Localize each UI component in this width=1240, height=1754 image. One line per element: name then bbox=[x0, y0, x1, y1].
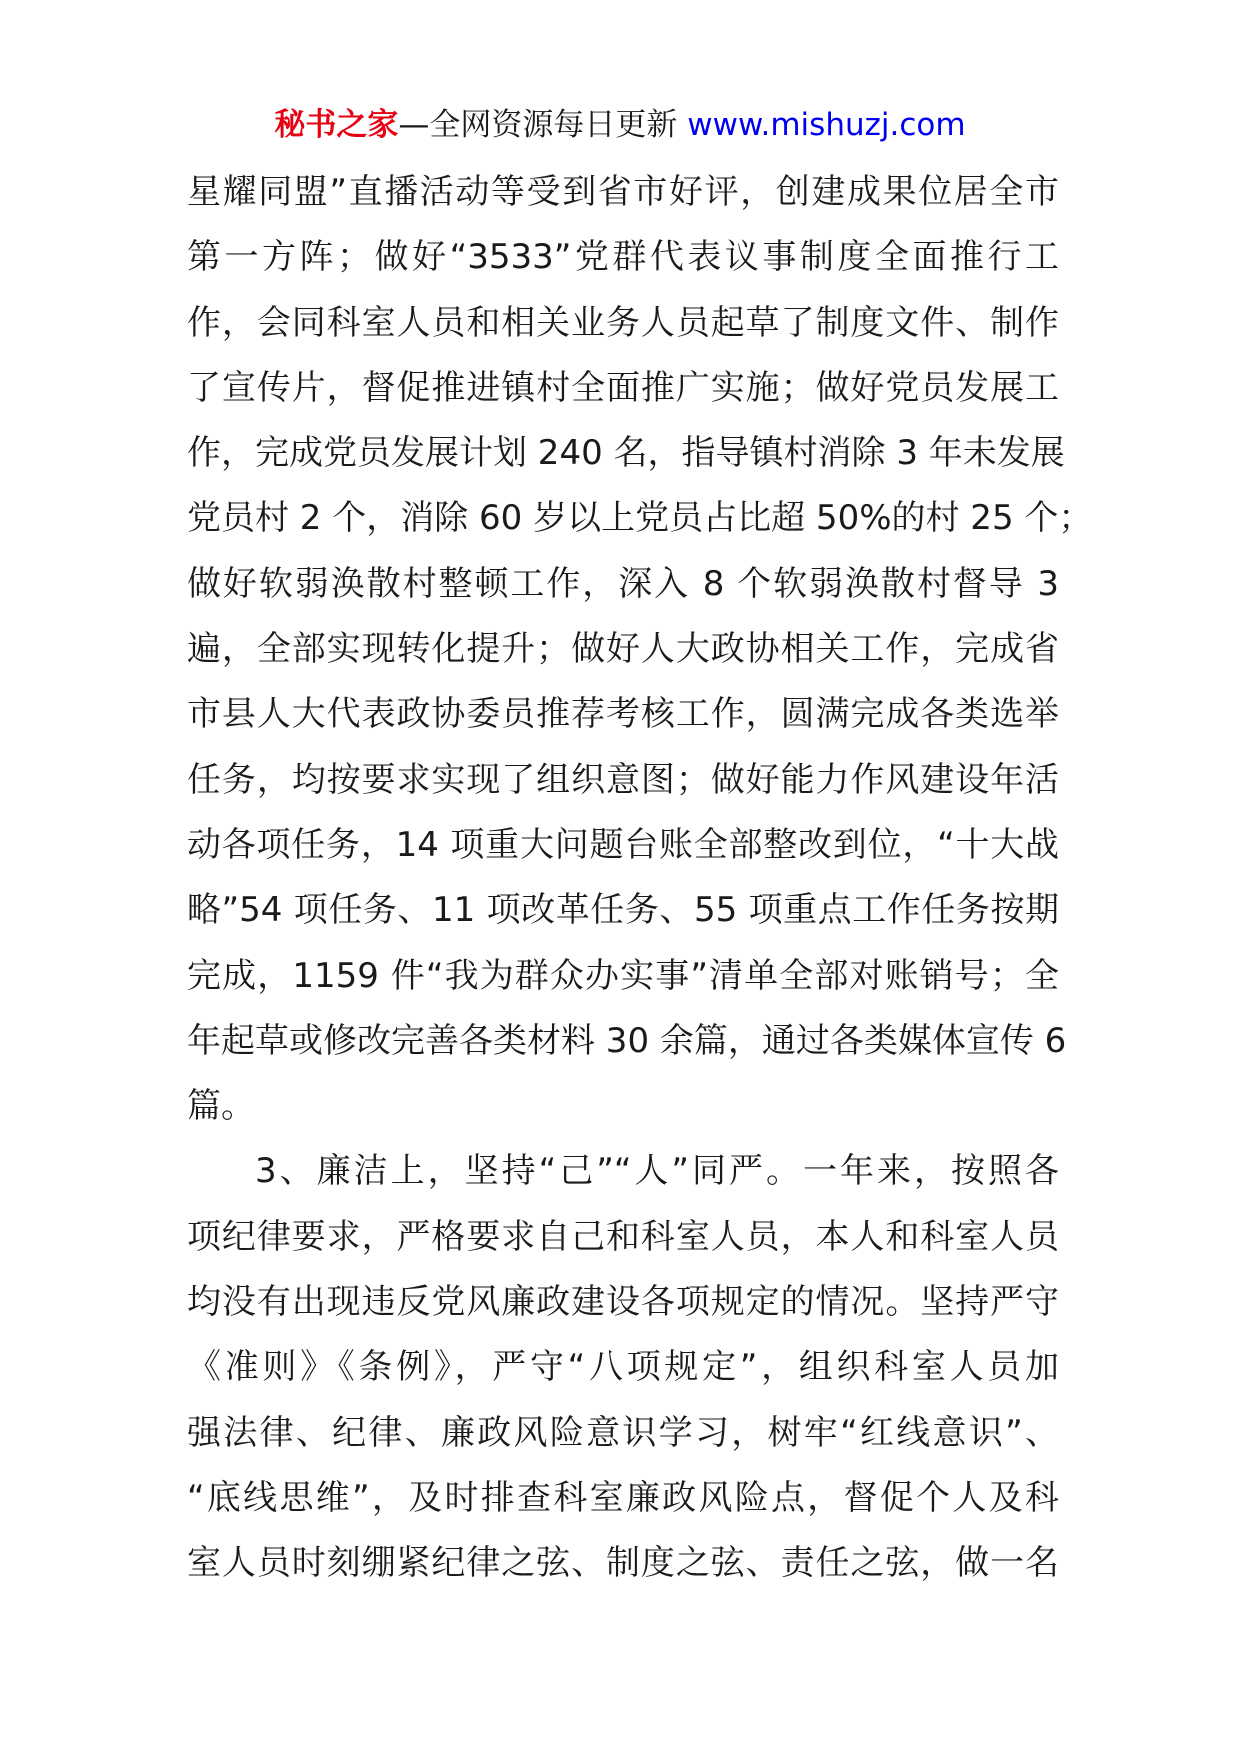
paragraph-1-line: 略”54 项任务、11 项改革任务、55 项重点工作任务按期 bbox=[187, 890, 1059, 931]
paragraph-1-line: 市县人大代表政协委员推荐考核工作，圆满完成各类选举 bbox=[187, 694, 1059, 735]
paragraph-1-line: 完成，1159 件“我为群众办实事”清单全部对账销号；全 bbox=[187, 955, 1059, 996]
paragraph-1-line: 篇。 bbox=[187, 1086, 255, 1127]
document-body bbox=[187, 160, 1093, 1597]
paragraph-1-line: 了宣传片，督促推进镇村全面推广实施；做好党员发展工 bbox=[187, 367, 1059, 408]
paragraph-1-line: 星耀同盟”直播活动等受到省市好评，创建成果位居全市 bbox=[187, 172, 1059, 212]
paragraph-2-line: 室人员时刻绷紧纪律之弦、制度之弦、责任之弦，做一名 bbox=[187, 1543, 1059, 1584]
paragraph-1-line: 任务，均按要求实现了组织意图；做好能力作风建设年活 bbox=[187, 759, 1059, 800]
header-brand: 秘书之家 bbox=[274, 107, 399, 143]
paragraph-2-line: 3、廉洁上，坚持“己”“人”同严。一年来，按照各 bbox=[255, 1151, 1059, 1192]
paragraph-1-line: 做好软弱涣散村整顿工作，深入 8 个软弱涣散村督导 3 bbox=[187, 563, 1059, 604]
paragraph-1-line: 作，完成党员发展计划 240 名，指导镇村消除 3 年未发展 bbox=[187, 433, 1065, 474]
paragraph-2-line: 项纪律要求，严格要求自己和科室人员，本人和科室人员 bbox=[187, 1216, 1059, 1257]
header-slogan: —全网资源每日更新 bbox=[398, 107, 688, 143]
paragraph-1 bbox=[187, 160, 1093, 1139]
paragraph-2-line: 均没有出现违反党风廉政建设各项规定的情况。坚持严守 bbox=[187, 1282, 1059, 1323]
paragraph-2-line: 《准则》《条例》，严守“八项规定”，组织科室人员加 bbox=[187, 1347, 1059, 1388]
document-header bbox=[0, 102, 1240, 148]
paragraph-1-line: 党员村 2 个，消除 60 岁以上党员占比超 50%的村 25 个； bbox=[187, 498, 1093, 539]
paragraph-2-line: “底线思维”，及时排查科室廉政风险点，督促个人及科 bbox=[187, 1477, 1059, 1518]
paragraph-2-line: 强法律、纪律、廉政风险意识学习，树牢“红线意识”、 bbox=[187, 1412, 1059, 1453]
paragraph-1-line: 年起草或修改完善各类材料 30 余篇，通过各类媒体宣传 6 bbox=[187, 1020, 1067, 1061]
paragraph-2 bbox=[187, 1139, 1059, 1596]
paragraph-1-line: 遍，全部实现转化提升；做好人大政协相关工作，完成省 bbox=[187, 629, 1059, 670]
paragraph-1-line: 动各项任务，14 项重大问题台账全部整改到位，“十大战 bbox=[187, 824, 1059, 865]
paragraph-1-line: 第一方阵；做好“3533”党群代表议事制度全面推行工 bbox=[187, 237, 1059, 278]
header-site-link[interactable]: www.mishuzj.com bbox=[687, 107, 966, 143]
paragraph-1-line: 作，会同科室人员和相关业务人员起草了制度文件、制作 bbox=[187, 302, 1059, 343]
